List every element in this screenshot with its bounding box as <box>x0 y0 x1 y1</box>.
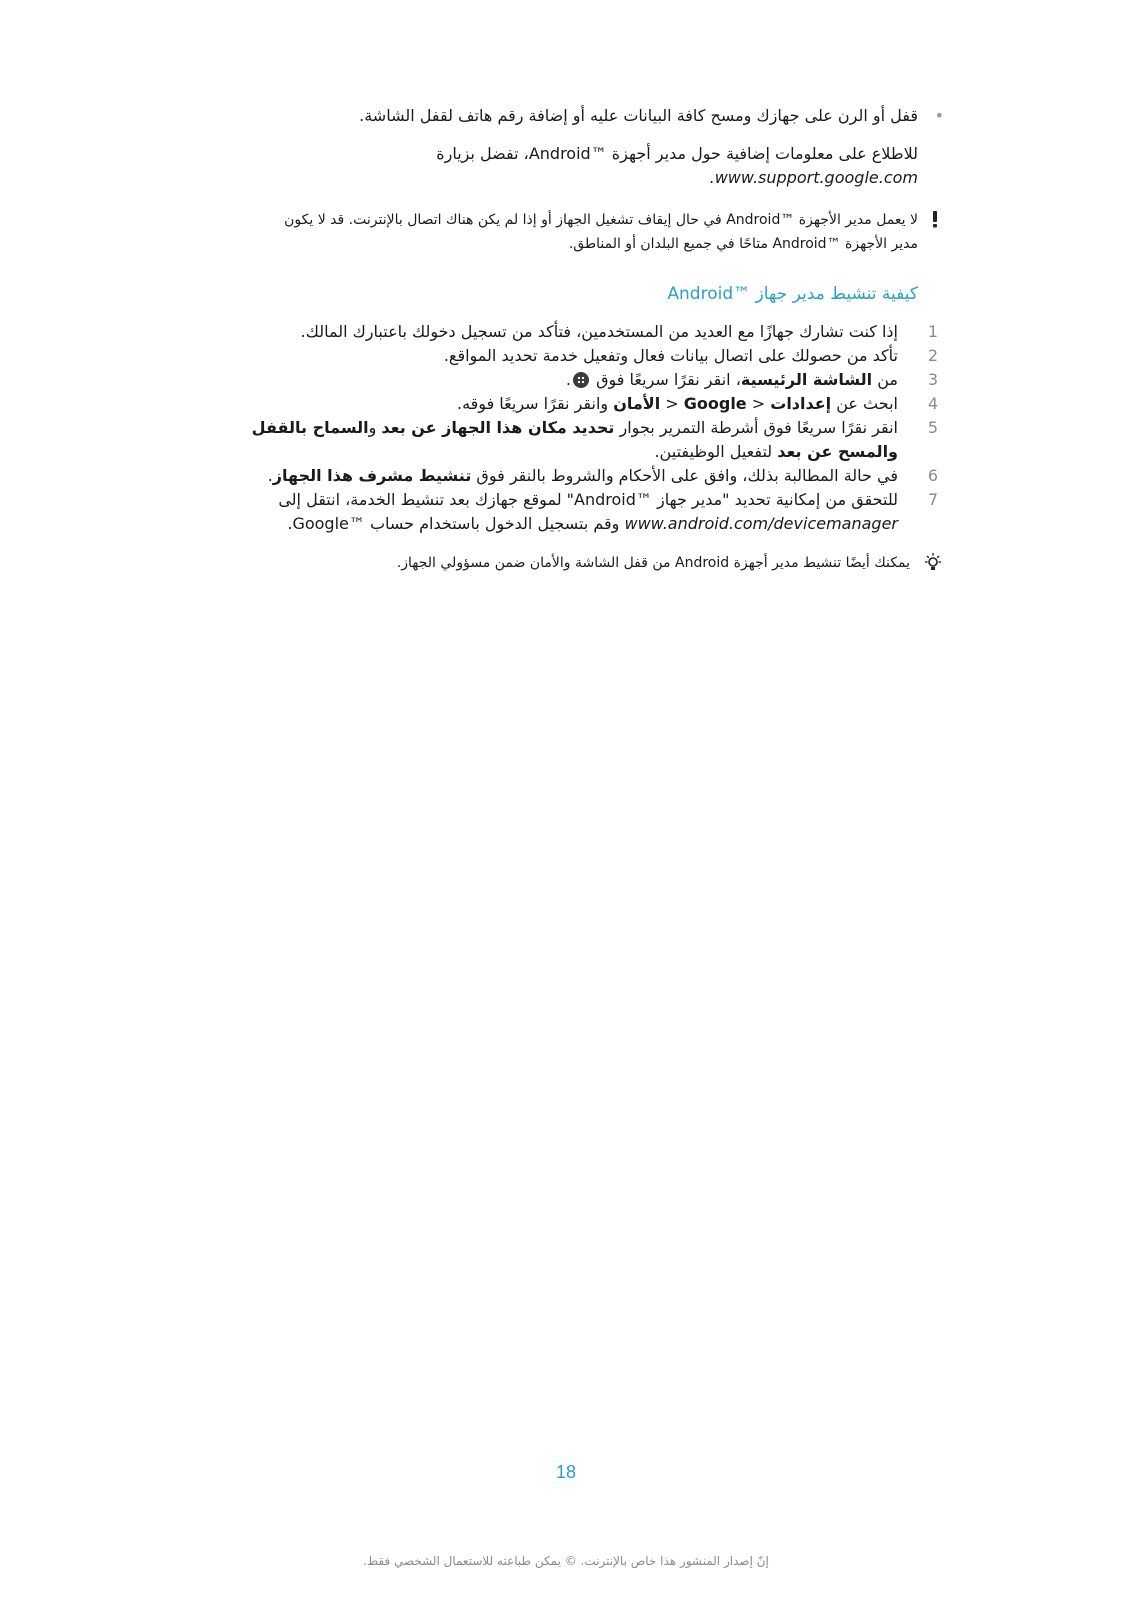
exclamation-icon <box>928 210 942 228</box>
step-text-post: وانقر نقرًا سريعًا فوقه. <box>456 394 614 413</box>
home-screen-label: الشاشة الرئيسية <box>740 370 873 389</box>
step-text-post: ، انقر نقرًا سريعًا فوق <box>591 370 741 389</box>
page-content <box>196 104 944 574</box>
support-link[interactable]: www.support.google.com. <box>709 168 918 187</box>
step-text-end: . <box>565 370 572 389</box>
step-item <box>196 320 944 344</box>
step-number: 6 <box>927 466 939 485</box>
step-text-pre: في حالة المطالبة بذلك، وافق على الأحكام والشروط بالنقر فوق <box>471 466 898 485</box>
step-text-post: . <box>267 466 273 485</box>
locate-device-label: تحديد مكان هذا الجهاز عن بعد <box>381 418 615 437</box>
steps-list <box>196 320 944 536</box>
remote-lock-erase-label: السماح بالقفل والمسح عن بعد <box>251 418 898 461</box>
note-line-1: لا يعمل مدير الأجهزة ™Android في حال إيقاف تشغيل الجهاز أو إذا لم يكن هناك اتصال بالإنترنت. قد لا يكون <box>284 212 918 228</box>
step-text-post: لتفعيل الوظيفتين. <box>654 442 778 461</box>
bullet-subtext <box>196 142 944 190</box>
step-number: 4 <box>927 394 939 413</box>
step-number: 3 <box>927 370 939 389</box>
bullet-marker: • <box>934 106 944 125</box>
step-text-pre: من <box>872 370 898 389</box>
devicemanager-link[interactable]: www.android.com/devicemanager <box>624 514 898 533</box>
info-text: للاطلاع على معلومات إضافية حول مدير أجهزة ™Android، تفضل بزيارة <box>436 144 918 163</box>
bullet-text: قفل أو الرن على جهازك ومسح كافة البيانات عليه أو إضافة رقم هاتف لقفل الشاشة. <box>359 106 918 125</box>
apps-grid-icon <box>573 372 589 388</box>
step-text-pre: انقر نقرًا سريعًا فوق أشرطة التمرير بجوار <box>614 418 898 437</box>
step-text-mid: و <box>368 418 382 437</box>
bullet-item <box>196 104 944 128</box>
step-number: 2 <box>927 346 939 365</box>
step-item <box>196 416 944 464</box>
tip-block <box>196 552 944 574</box>
settings-label: إعدادات <box>770 394 832 413</box>
tip-text: يمكنك أيضًا تنشيط مدير أجهزة Android من قفل الشاشة والأمان ضمن مسؤولي الجهاز. <box>396 555 910 571</box>
step-number: 7 <box>927 490 939 509</box>
note-line-2: مدير الأجهزة ™Android متاحًا في جميع البلدان أو المناطق. <box>568 236 918 252</box>
step-text: إذا كنت تشارك جهازًا مع العديد من المستخدمين، فتأكد من تسجيل دخولك باعتبارك المالك. <box>300 322 898 341</box>
section-heading: كيفية تنشيط مدير جهاز ™Android <box>667 284 918 304</box>
security-label: الأمان <box>613 394 661 413</box>
step-item <box>196 368 944 392</box>
step-item <box>196 464 944 488</box>
page-number: 18 <box>555 1462 577 1482</box>
path-separator: < <box>660 394 684 413</box>
note-block <box>196 208 944 256</box>
activate-admin-label: تنشيط مشرف هذا الجهاز <box>272 466 472 485</box>
lightbulb-icon <box>922 552 944 574</box>
step-text-pre: ابحث عن <box>831 394 898 413</box>
footer-note: إنّ إصدار المنشور هذا خاص بالإنترنت. © يمكن طباعته للاستعمال الشخصي فقط. <box>363 1554 769 1568</box>
step-number: 5 <box>927 418 939 437</box>
step-number: 1 <box>927 322 939 341</box>
google-label: Google <box>683 394 747 413</box>
step-text-pre: للتحقق من إمكانية تحديد "مدير جهاز ™Android" لموقع جهازك بعد تنشيط الخدمة، انتقل إلى <box>278 490 898 509</box>
step-item <box>196 344 944 368</box>
step-text: تأكد من حصولك على اتصال بيانات فعال وتفعيل خدمة تحديد المواقع. <box>443 346 898 365</box>
step-text-post: وقم بتسجيل الدخول باستخدام حساب ™Google. <box>287 514 625 533</box>
path-separator: < <box>746 394 771 413</box>
step-item <box>196 392 944 416</box>
step-item <box>196 488 944 536</box>
